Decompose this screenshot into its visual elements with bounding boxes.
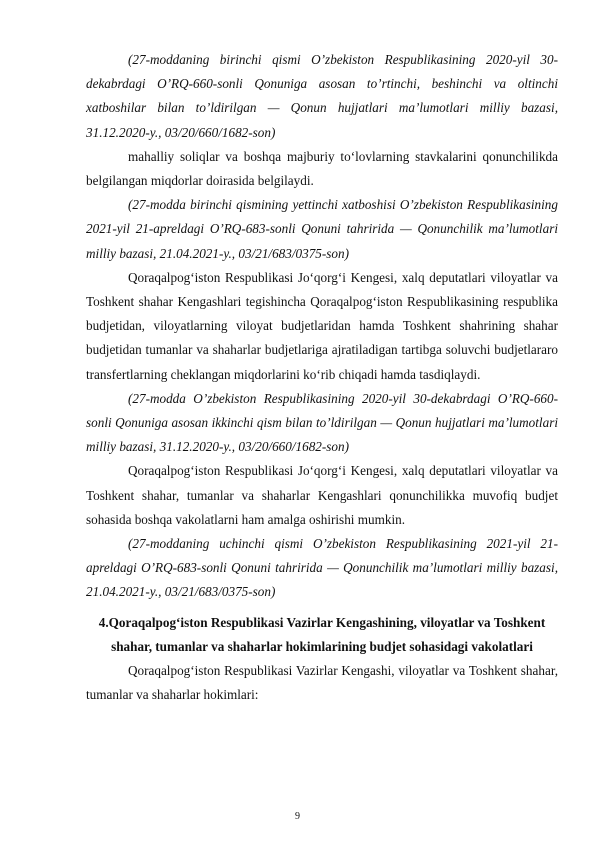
amendment-note: (27-modda birinchi qismining yettinchi xatboshisi O’zbekiston Respublikasining 2021-yil 21-apreldagi O’RQ-683-sonli Qonuni tahririda — Qonunchilik ma’lumotlari milliy bazasi, 21.04.2021-y., 03/21/683/0375-son) xyxy=(86,197,558,261)
body-paragraph: mahalliy soliqlar va boshqa majburiy to‘lovlarning stavkalarini qonunchilikda belgilangan miqdorlar doirasida belgilaydi. xyxy=(86,148,558,189)
amendment-note: (27-moddaning uchinchi qismi O’zbekiston Respublikasining 2021-yil 21-apreldagi O’RQ-683-sonli Qonuni tahririda — Qonunchilik ma’lumotlari milliy bazasi, 21.04.2021-y., 03/21/683/0375-son) xyxy=(86,536,558,600)
amendment-note: (27-moddaning birinchi qismi O’zbekiston Respublikasining 2020-yil 30-dekabrdagi O’RQ-660-sonli Qonuniga asosan to’rtinchi, beshinchi va oltinchi xatboshilar bilan to’ldirilgan — Qonun hujjatlari ma’lumotlari milliy bazasi, 31.12.2020-y., 03/20/660/1682-son) xyxy=(86,52,558,140)
document-body xyxy=(86,48,558,707)
page-number: 9 xyxy=(295,811,300,822)
body-paragraph: Qoraqalpog‘iston Respublikasi Jo‘qorg‘i Kengesi, xalq deputatlari viloyatlar va Toshkent shahar Kengashlari tegishincha Qoraqalpog‘iston Respublikasining respublika budjetidan, viloyatlarning viloyat budjetlaridan hamda Toshkent shahrining shahar budjetidan tumanlar va shaharlar budjetlariga ajratiladigan tartibga soluvchi budjetlararo transfertlarning cheklangan miqdorlarini ko‘rib chiqadi hamda tasdiqlaydi. xyxy=(86,269,558,382)
section-heading: 4.Qoraqalpog‘iston Respublikasi Vazirlar Kengashining, viloyatlar va Toshkent shahar, tumanlar va shaharlar hokimlarining budjet sohasidagi vakolatlari xyxy=(98,614,546,654)
closing-paragraph: Qoraqalpog‘iston Respublikasi Vazirlar Kengashi, viloyatlar va Toshkent shahar, tumanlar va shaharlar hokimlari: xyxy=(86,663,558,703)
body-paragraph: Qoraqalpog‘iston Respublikasi Jo‘qorg‘i Kengesi, xalq deputatlari viloyatlar va Toshkent shahar, tumanlar va shaharlar Kengashlari qonunchilikka muvofiq budjet sohasida boshqa vakolatlarni ham amalga oshirishi mumkin. xyxy=(86,463,558,527)
amendment-note: (27-modda O’zbekiston Respublikasining 2020-yil 30-dekabrdagi O’RQ-660-sonli Qonuniga asosan ikkinchi qism bilan to’ldirilgan — Qonun hujjatlari ma’lumotlari milliy bazasi, 31.12.2020-y., 03/20/660/1682-son) xyxy=(86,390,558,455)
